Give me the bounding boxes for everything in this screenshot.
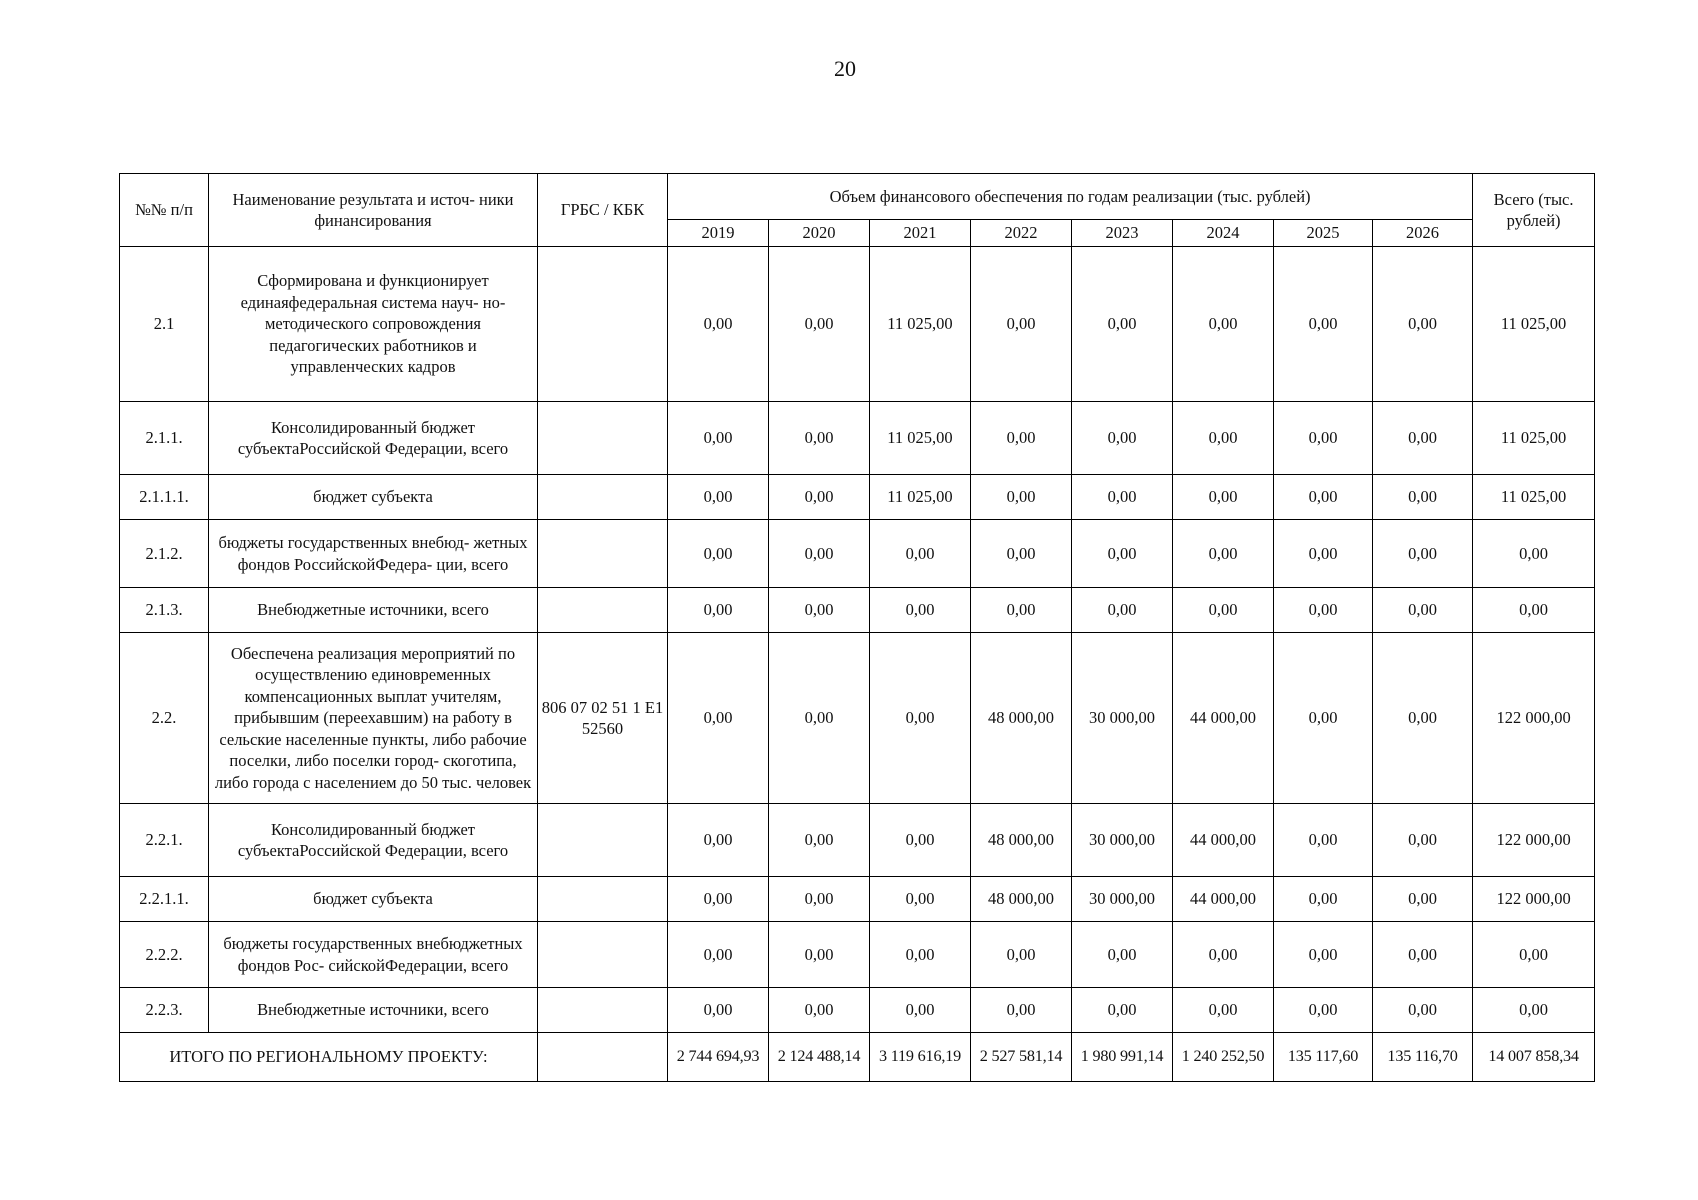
header-num: №№ п/п xyxy=(120,174,209,247)
row-name: бюджеты государственных внебюд- жетных фондов РоссийскойФедера- ции, всего xyxy=(209,520,538,588)
year-value-cell: 48 000,00 xyxy=(971,804,1072,877)
year-value-cell: 0,00 xyxy=(1373,988,1473,1033)
row-number: 2.1.1. xyxy=(120,402,209,475)
row-number: 2.2. xyxy=(120,633,209,804)
header-year: 2025 xyxy=(1274,220,1373,247)
year-value-cell: 0,00 xyxy=(769,922,870,988)
year-value-cell: 48 000,00 xyxy=(971,877,1072,922)
year-value-cell: 0,00 xyxy=(870,520,971,588)
row-total: 122 000,00 xyxy=(1473,877,1595,922)
row-name: Внебюджетные источники, всего xyxy=(209,988,538,1033)
year-value-cell: 44 000,00 xyxy=(1173,804,1274,877)
year-value-cell: 0,00 xyxy=(1373,475,1473,520)
year-value-cell: 30 000,00 xyxy=(1072,877,1173,922)
year-value-cell: 0,00 xyxy=(971,988,1072,1033)
year-value-cell: 0,00 xyxy=(1373,520,1473,588)
year-value-cell: 0,00 xyxy=(668,922,769,988)
row-kbk xyxy=(538,988,668,1033)
year-value-cell: 0,00 xyxy=(668,877,769,922)
grand-total-year-value: 1 980 991,14 xyxy=(1072,1033,1173,1082)
year-value-cell: 0,00 xyxy=(1072,988,1173,1033)
year-value-cell: 0,00 xyxy=(971,247,1072,402)
year-value-cell: 0,00 xyxy=(1373,633,1473,804)
grand-total-year-value: 135 116,70 xyxy=(1373,1033,1473,1082)
header-year: 2023 xyxy=(1072,220,1173,247)
year-value-cell: 0,00 xyxy=(668,633,769,804)
table-row xyxy=(120,633,1595,804)
row-kbk xyxy=(538,588,668,633)
year-value-cell: 0,00 xyxy=(769,475,870,520)
row-total: 122 000,00 xyxy=(1473,804,1595,877)
year-value-cell: 0,00 xyxy=(1072,588,1173,633)
year-value-cell: 0,00 xyxy=(1072,247,1173,402)
row-kbk xyxy=(538,475,668,520)
year-value-cell: 0,00 xyxy=(1274,633,1373,804)
year-value-cell: 0,00 xyxy=(769,247,870,402)
year-value-cell: 11 025,00 xyxy=(870,247,971,402)
year-value-cell: 0,00 xyxy=(870,988,971,1033)
grand-total-label: ИТОГО ПО РЕГИОНАЛЬНОМУ ПРОЕКТУ: xyxy=(120,1033,538,1082)
year-value-cell: 0,00 xyxy=(1274,588,1373,633)
year-value-cell: 11 025,00 xyxy=(870,402,971,475)
row-kbk xyxy=(538,520,668,588)
header-kbk: ГРБС / КБК xyxy=(538,174,668,247)
year-value-cell: 0,00 xyxy=(1373,922,1473,988)
year-value-cell: 0,00 xyxy=(769,633,870,804)
row-total: 0,00 xyxy=(1473,922,1595,988)
header-year: 2021 xyxy=(870,220,971,247)
year-value-cell: 30 000,00 xyxy=(1072,804,1173,877)
grand-total-year-value: 135 117,60 xyxy=(1274,1033,1373,1082)
year-value-cell: 0,00 xyxy=(668,588,769,633)
year-value-cell: 0,00 xyxy=(1373,402,1473,475)
row-kbk xyxy=(538,877,668,922)
row-total: 122 000,00 xyxy=(1473,633,1595,804)
table-row xyxy=(120,588,1595,633)
financing-table xyxy=(119,173,1595,1082)
row-kbk xyxy=(538,247,668,402)
year-value-cell: 0,00 xyxy=(870,804,971,877)
header-name: Наименование результата и источ- ники финансирования xyxy=(209,174,538,247)
row-name: Обеспечена реализация мероприятий по осуществлению единовременных компенсационных выплат учителям, прибывшим (переехавшим) на работу в сельские населенные пункты, либо рабочие поселки, либо поселки город- скоготипа, либо города с населением до 50 тыс. человек xyxy=(209,633,538,804)
table-row xyxy=(120,988,1595,1033)
row-number: 2.2.1. xyxy=(120,804,209,877)
grand-total-row xyxy=(120,1033,1595,1082)
year-value-cell: 0,00 xyxy=(1274,804,1373,877)
grand-total-year-value: 2 744 694,93 xyxy=(668,1033,769,1082)
year-value-cell: 0,00 xyxy=(1373,247,1473,402)
table-row xyxy=(120,402,1595,475)
year-value-cell: 44 000,00 xyxy=(1173,877,1274,922)
year-value-cell: 0,00 xyxy=(1274,247,1373,402)
row-number: 2.2.2. xyxy=(120,922,209,988)
grand-total-year-value: 1 240 252,50 xyxy=(1173,1033,1274,1082)
year-value-cell: 0,00 xyxy=(1373,588,1473,633)
year-value-cell: 0,00 xyxy=(769,877,870,922)
row-name: бюджет субъекта xyxy=(209,475,538,520)
year-value-cell: 0,00 xyxy=(668,520,769,588)
year-value-cell: 11 025,00 xyxy=(870,475,971,520)
row-name: бюджеты государственных внебюджетных фондов Рос- сийскойФедерации, всего xyxy=(209,922,538,988)
row-total: 0,00 xyxy=(1473,988,1595,1033)
row-total: 11 025,00 xyxy=(1473,402,1595,475)
grand-total-year-value: 3 119 616,19 xyxy=(870,1033,971,1082)
year-value-cell: 0,00 xyxy=(769,402,870,475)
year-value-cell: 0,00 xyxy=(870,922,971,988)
row-number: 2.1 xyxy=(120,247,209,402)
year-value-cell: 0,00 xyxy=(1173,475,1274,520)
row-name: бюджет субъекта xyxy=(209,877,538,922)
year-value-cell: 0,00 xyxy=(971,475,1072,520)
year-value-cell: 0,00 xyxy=(1274,402,1373,475)
row-number: 2.2.1.1. xyxy=(120,877,209,922)
year-value-cell: 0,00 xyxy=(1173,922,1274,988)
row-name: Консолидированный бюджет субъектаРоссийской Федерации, всего xyxy=(209,402,538,475)
year-value-cell: 0,00 xyxy=(1274,922,1373,988)
year-value-cell: 0,00 xyxy=(1173,988,1274,1033)
header-years-group: Объем финансового обеспечения по годам реализации (тыс. рублей) xyxy=(668,174,1473,220)
row-number: 2.2.3. xyxy=(120,988,209,1033)
year-value-cell: 0,00 xyxy=(769,520,870,588)
year-value-cell: 0,00 xyxy=(971,402,1072,475)
year-value-cell: 0,00 xyxy=(870,877,971,922)
table-row xyxy=(120,247,1595,402)
row-kbk: 806 07 02 51 1 E1 52560 xyxy=(538,633,668,804)
year-value-cell: 30 000,00 xyxy=(1072,633,1173,804)
year-value-cell: 0,00 xyxy=(1274,988,1373,1033)
year-value-cell: 0,00 xyxy=(769,988,870,1033)
row-kbk xyxy=(538,402,668,475)
row-number: 2.1.3. xyxy=(120,588,209,633)
year-value-cell: 0,00 xyxy=(1373,877,1473,922)
year-value-cell: 0,00 xyxy=(1173,247,1274,402)
grand-total-sum: 14 007 858,34 xyxy=(1473,1033,1595,1082)
row-kbk xyxy=(538,804,668,877)
year-value-cell: 0,00 xyxy=(668,475,769,520)
row-number: 2.1.1.1. xyxy=(120,475,209,520)
year-value-cell: 0,00 xyxy=(1274,475,1373,520)
grand-total-year-value: 2 124 488,14 xyxy=(769,1033,870,1082)
header-year: 2020 xyxy=(769,220,870,247)
year-value-cell: 0,00 xyxy=(971,922,1072,988)
table-body xyxy=(120,247,1595,1082)
row-number: 2.1.2. xyxy=(120,520,209,588)
grand-total-kbk xyxy=(538,1033,668,1082)
year-value-cell: 0,00 xyxy=(1072,402,1173,475)
header-total: Всего (тыс. рублей) xyxy=(1473,174,1595,247)
row-total: 11 025,00 xyxy=(1473,475,1595,520)
header-year: 2019 xyxy=(668,220,769,247)
year-value-cell: 0,00 xyxy=(668,247,769,402)
year-value-cell: 48 000,00 xyxy=(971,633,1072,804)
table-row xyxy=(120,804,1595,877)
year-value-cell: 0,00 xyxy=(1072,520,1173,588)
year-value-cell: 0,00 xyxy=(1173,520,1274,588)
year-value-cell: 0,00 xyxy=(769,804,870,877)
table-row xyxy=(120,922,1595,988)
year-value-cell: 0,00 xyxy=(1173,588,1274,633)
grand-total-year-value: 2 527 581,14 xyxy=(971,1033,1072,1082)
row-name: Сформирована и функционирует единаяфедеральная система науч- но- методического сопровождения педагогических работников и управленческих кадров xyxy=(209,247,538,402)
row-total: 0,00 xyxy=(1473,588,1595,633)
header-year: 2026 xyxy=(1373,220,1473,247)
row-total: 11 025,00 xyxy=(1473,247,1595,402)
year-value-cell: 0,00 xyxy=(870,633,971,804)
year-value-cell: 44 000,00 xyxy=(1173,633,1274,804)
table-header xyxy=(120,174,1595,247)
year-value-cell: 0,00 xyxy=(971,520,1072,588)
row-total: 0,00 xyxy=(1473,520,1595,588)
year-value-cell: 0,00 xyxy=(668,804,769,877)
row-kbk xyxy=(538,922,668,988)
header-year: 2022 xyxy=(971,220,1072,247)
year-value-cell: 0,00 xyxy=(870,588,971,633)
year-value-cell: 0,00 xyxy=(1373,804,1473,877)
table-row xyxy=(120,475,1595,520)
header-year: 2024 xyxy=(1173,220,1274,247)
table-row xyxy=(120,877,1595,922)
year-value-cell: 0,00 xyxy=(1274,520,1373,588)
year-value-cell: 0,00 xyxy=(668,988,769,1033)
year-value-cell: 0,00 xyxy=(668,402,769,475)
row-name: Внебюджетные источники, всего xyxy=(209,588,538,633)
page-number: 20 xyxy=(834,56,856,81)
year-value-cell: 0,00 xyxy=(1274,877,1373,922)
year-value-cell: 0,00 xyxy=(1072,475,1173,520)
row-name: Консолидированный бюджет субъектаРоссийской Федерации, всего xyxy=(209,804,538,877)
table-row xyxy=(120,520,1595,588)
year-value-cell: 0,00 xyxy=(971,588,1072,633)
year-value-cell: 0,00 xyxy=(1072,922,1173,988)
year-value-cell: 0,00 xyxy=(769,588,870,633)
year-value-cell: 0,00 xyxy=(1173,402,1274,475)
